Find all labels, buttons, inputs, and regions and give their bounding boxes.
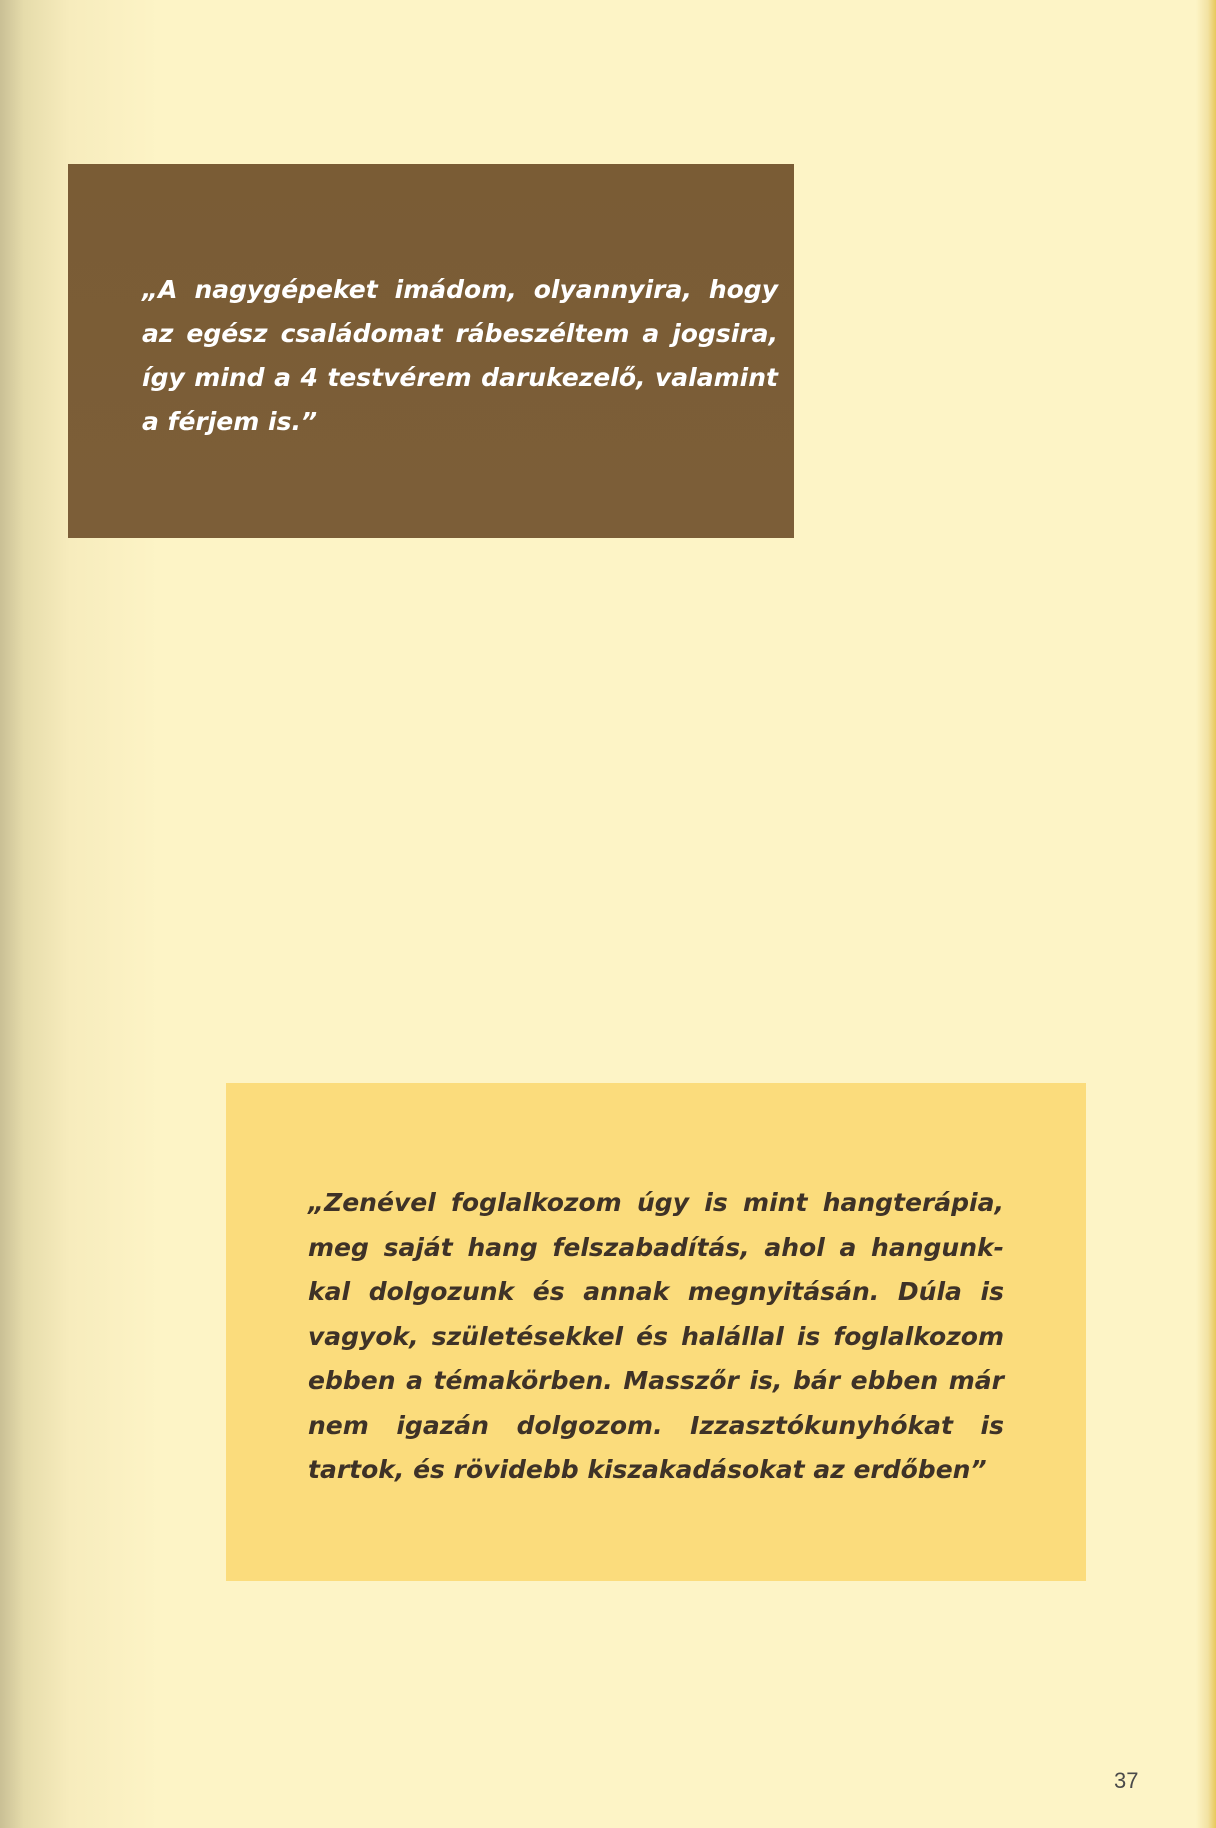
quote-text-second: „Zenével foglalkozom úgy is mint hangterápia, meg saját hang felszabadítás, ahol a hangunk-kal dolgozunk és annak megnyitásán. Dúla is vagyok, születésekkel és halállal is foglalkozom ebben a témakörben. Masszőr is, bár ebben már nem igazán dolgozom. Izzasztókunyhókat is tartok, és rövidebb kiszakadásokat az erdőben” <box>308 1188 1004 1484</box>
quote-box-second <box>226 1083 1086 1581</box>
quote-text-first: „A nagygépeket imádom, olyannyira, hogy az egész családomat rábeszéltem a jogsira, így mind a 4 testvérem darukezelő, valamint a férjem is.” <box>142 275 778 436</box>
quote-box-first <box>68 164 794 538</box>
page-number: 37 <box>1114 1768 1139 1793</box>
